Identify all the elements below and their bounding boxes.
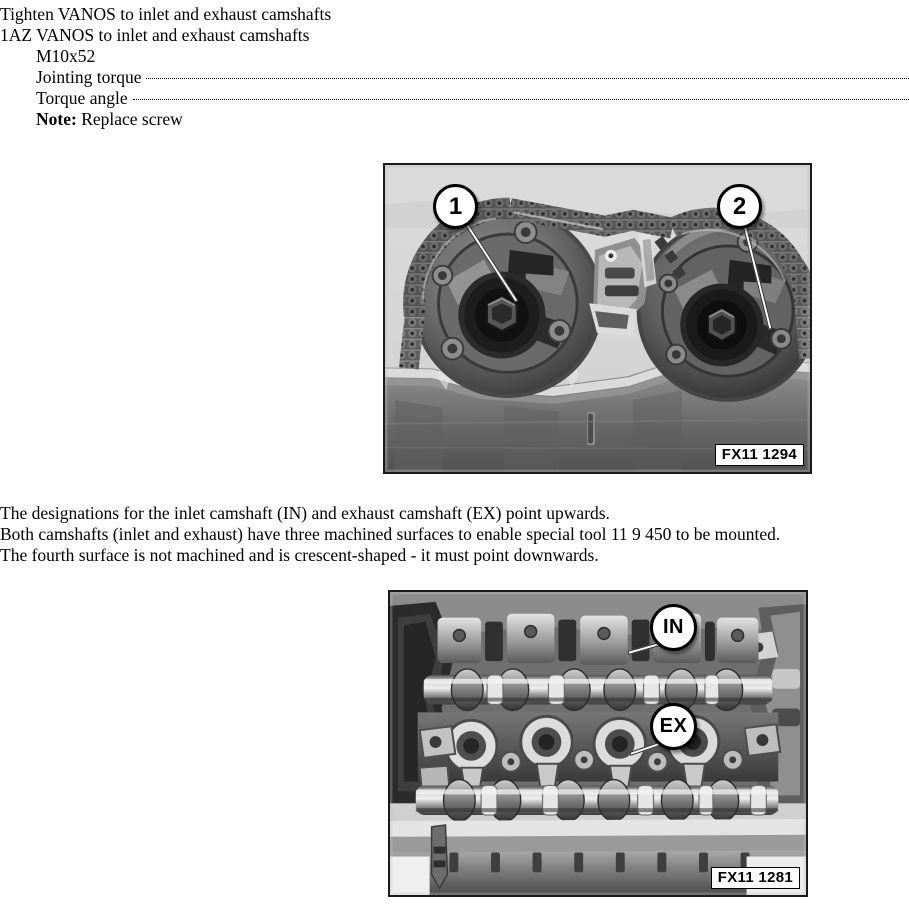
exhaust-camshaft-assembly — [416, 780, 779, 821]
figure-two-illustration — [390, 592, 806, 895]
callout-in-inlet-camshaft: IN — [650, 604, 697, 651]
spec-row-jointing-torque — [0, 67, 909, 88]
inlet-camshaft-assembly — [424, 614, 773, 711]
leader-dots — [133, 98, 909, 100]
heading-line-1: Tighten VANOS to inlet and exhaust camshafts — [0, 4, 332, 24]
note-line — [0, 109, 909, 130]
spec-row-torque-angle — [0, 88, 909, 109]
callout-ex-exhaust-camshaft: EX — [650, 703, 697, 750]
callout-2-exhaust-vanos: 2 — [717, 184, 762, 229]
body-line-2: Both camshafts (inlet and exhaust) have three machined surfaces to enable special tool 11 9 450 to be mounted. — [0, 524, 781, 544]
spec-row-label: Torque angle — [36, 88, 128, 108]
note-text: Replace screw — [81, 109, 183, 129]
figure-one-caption: FX11 1294 — [715, 444, 804, 466]
heading-line-2: 1AZ VANOS to inlet and exhaust camshafts — [0, 25, 310, 45]
note-prefix: Note: — [36, 109, 77, 129]
leader-dots — [146, 77, 909, 79]
spec-row-label: Jointing torque — [36, 67, 142, 87]
body-line-3: The fourth surface is not machined and is crescent-shaped - it must point downwards. — [0, 545, 599, 565]
body-line-1: The designations for the inlet camshaft (IN) and exhaust camshaft (EX) point upwards. — [0, 503, 610, 523]
figure-two-caption: FX11 1281 — [711, 867, 800, 889]
heading-text-block — [0, 4, 909, 130]
callout-1-inlet-vanos: 1 — [433, 184, 478, 229]
figure-cylinder-head-camshafts — [388, 590, 808, 897]
spec-designation: M10x52 — [36, 46, 96, 66]
body-text-block — [0, 503, 909, 566]
